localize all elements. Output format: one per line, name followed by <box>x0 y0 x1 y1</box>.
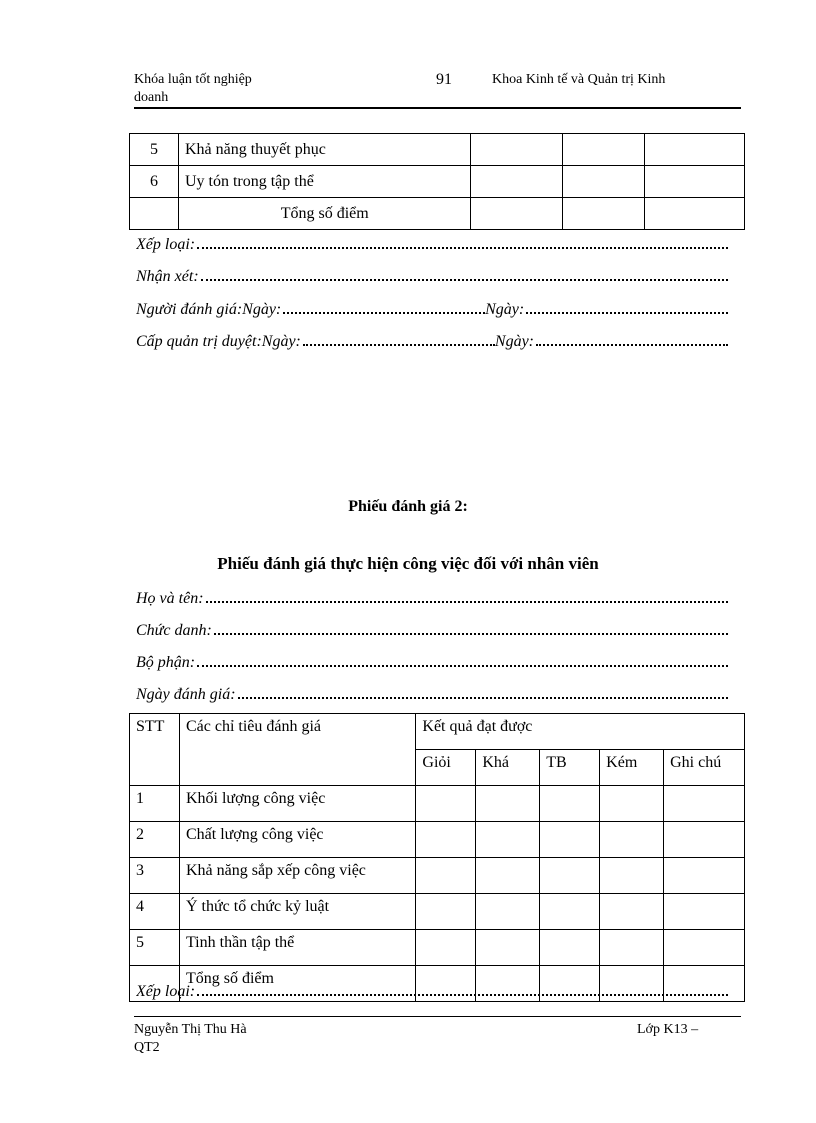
score-cell[interactable] <box>600 786 664 822</box>
dotted-fill <box>238 697 728 699</box>
approver-line[interactable] <box>136 329 728 351</box>
column-header-excellent: Giỏi <box>416 750 476 786</box>
department-line[interactable] <box>136 650 728 672</box>
score-cell[interactable] <box>476 894 540 930</box>
evaluator-line[interactable] <box>136 297 728 319</box>
author-name: Nguyễn Thị Thu Hà <box>134 1022 247 1037</box>
dotted-fill <box>206 601 728 603</box>
score-cell[interactable] <box>416 894 476 930</box>
column-header-criteria: Các chỉ tiêu đánh giá <box>179 714 415 786</box>
table-row <box>130 134 745 166</box>
score-cell[interactable] <box>540 786 600 822</box>
header-thesis-label-cont: doanh <box>134 90 169 105</box>
score-cell[interactable] <box>645 166 745 198</box>
score-cell[interactable] <box>476 930 540 966</box>
total-label: Tổng số điểm <box>179 966 415 1002</box>
score-cell[interactable] <box>645 198 745 230</box>
header-rule <box>134 107 741 109</box>
evaluation-date-line[interactable] <box>136 682 728 704</box>
dotted-fill <box>201 279 728 281</box>
score-cell[interactable] <box>600 894 664 930</box>
full-name-label: Họ và tên: <box>136 590 204 607</box>
table-row-total <box>130 198 745 230</box>
score-cell[interactable] <box>416 822 476 858</box>
column-header-average: TB <box>540 750 600 786</box>
score-cell[interactable] <box>471 166 563 198</box>
full-name-line[interactable] <box>136 586 728 608</box>
criteria-label: Khả năng sắp xếp công việc <box>179 858 415 894</box>
dotted-fill <box>283 312 485 314</box>
header-faculty: Khoa Kinh tế và Quản trị Kinh <box>492 72 666 87</box>
score-cell[interactable] <box>563 198 645 230</box>
score-cell[interactable] <box>600 858 664 894</box>
dotted-fill <box>197 665 728 667</box>
score-cell[interactable] <box>540 822 600 858</box>
notes-cell[interactable] <box>664 930 745 966</box>
table-row <box>130 858 745 894</box>
dotted-fill <box>197 247 728 249</box>
table-header-row <box>130 714 745 750</box>
rating-line-2[interactable] <box>136 979 728 1001</box>
row-number: 1 <box>130 786 180 822</box>
dotted-fill <box>536 344 728 346</box>
column-header-good: Khá <box>476 750 540 786</box>
row-number: 3 <box>130 858 180 894</box>
score-cell[interactable] <box>540 858 600 894</box>
column-header-stt: STT <box>130 714 180 786</box>
score-cell[interactable] <box>471 198 563 230</box>
criteria-label: Chất lượng công việc <box>179 822 415 858</box>
score-cell[interactable] <box>600 822 664 858</box>
comment-label: Nhận xét: <box>136 268 199 285</box>
criteria-label: Khối lượng công việc <box>179 786 415 822</box>
score-cell[interactable] <box>416 786 476 822</box>
criteria-label: Uy tón trong tập thể <box>178 166 471 198</box>
row-number <box>130 198 179 230</box>
score-cell[interactable] <box>540 894 600 930</box>
footer-rule <box>134 1016 741 1017</box>
rating-label: Xếp loại: <box>136 983 196 1000</box>
page-number: 91 <box>436 71 452 88</box>
row-number: 5 <box>130 134 179 166</box>
notes-cell[interactable] <box>664 894 745 930</box>
row-number: 2 <box>130 822 180 858</box>
comment-line[interactable] <box>136 264 728 286</box>
criteria-label: Khả năng thuyết phục <box>178 134 471 166</box>
header-thesis-label: Khóa luận tốt nghiệp <box>134 72 252 87</box>
evaluator-date-label: Ngày: <box>485 301 525 318</box>
score-cell[interactable] <box>416 858 476 894</box>
row-number: 6 <box>130 166 179 198</box>
table-row <box>130 166 745 198</box>
header-left <box>134 71 252 107</box>
table-row <box>130 894 745 930</box>
dotted-fill <box>214 633 728 635</box>
author-class-cont: QT2 <box>134 1040 160 1055</box>
notes-cell[interactable] <box>664 786 745 822</box>
footer-class: Lớp K13 – <box>637 1022 699 1037</box>
dotted-fill <box>303 344 495 346</box>
evaluation-table-1 <box>129 133 745 230</box>
score-cell[interactable] <box>471 134 563 166</box>
criteria-label: Ý thức tổ chức kỷ luật <box>179 894 415 930</box>
form-subheading: Phiếu đánh giá thực hiện công việc đối với nhân viên <box>217 554 599 573</box>
dotted-fill <box>197 994 728 996</box>
score-cell[interactable] <box>563 166 645 198</box>
approver-date-label: Ngày: <box>494 333 534 350</box>
job-title-line[interactable] <box>136 618 728 640</box>
table-row <box>130 822 745 858</box>
evaluator-label: Người đánh giá:Ngày: <box>136 301 282 318</box>
evaluation-table-2 <box>129 713 745 1002</box>
row-number: 5 <box>130 930 180 966</box>
rating-label: Xếp loại: <box>136 236 196 253</box>
evaluation-date-label: Ngày đánh giá: <box>136 686 236 703</box>
form-heading: Phiếu đánh giá 2: <box>348 498 468 515</box>
criteria-label: Tinh thần tập thể <box>179 930 415 966</box>
row-number: 4 <box>130 894 180 930</box>
score-cell[interactable] <box>476 786 540 822</box>
approver-label: Cấp quản trị duyệt:Ngày: <box>136 333 301 350</box>
score-cell[interactable] <box>563 134 645 166</box>
footer-author <box>134 1021 247 1057</box>
score-cell[interactable] <box>600 930 664 966</box>
total-label: Tổng số điểm <box>178 198 471 230</box>
score-cell[interactable] <box>476 858 540 894</box>
score-cell[interactable] <box>476 822 540 858</box>
column-header-notes: Ghi chú <box>664 750 745 786</box>
score-cell[interactable] <box>416 930 476 966</box>
department-label: Bộ phận: <box>136 654 196 671</box>
score-cell[interactable] <box>645 134 745 166</box>
table-row <box>130 786 745 822</box>
notes-cell[interactable] <box>664 858 745 894</box>
score-cell[interactable] <box>540 930 600 966</box>
table-row <box>130 930 745 966</box>
notes-cell[interactable] <box>664 822 745 858</box>
column-header-result: Kết quả đạt được <box>416 714 745 750</box>
dotted-fill <box>526 312 728 314</box>
job-title-label: Chức danh: <box>136 622 212 639</box>
column-header-poor: Kém <box>600 750 664 786</box>
rating-line[interactable] <box>136 232 728 254</box>
